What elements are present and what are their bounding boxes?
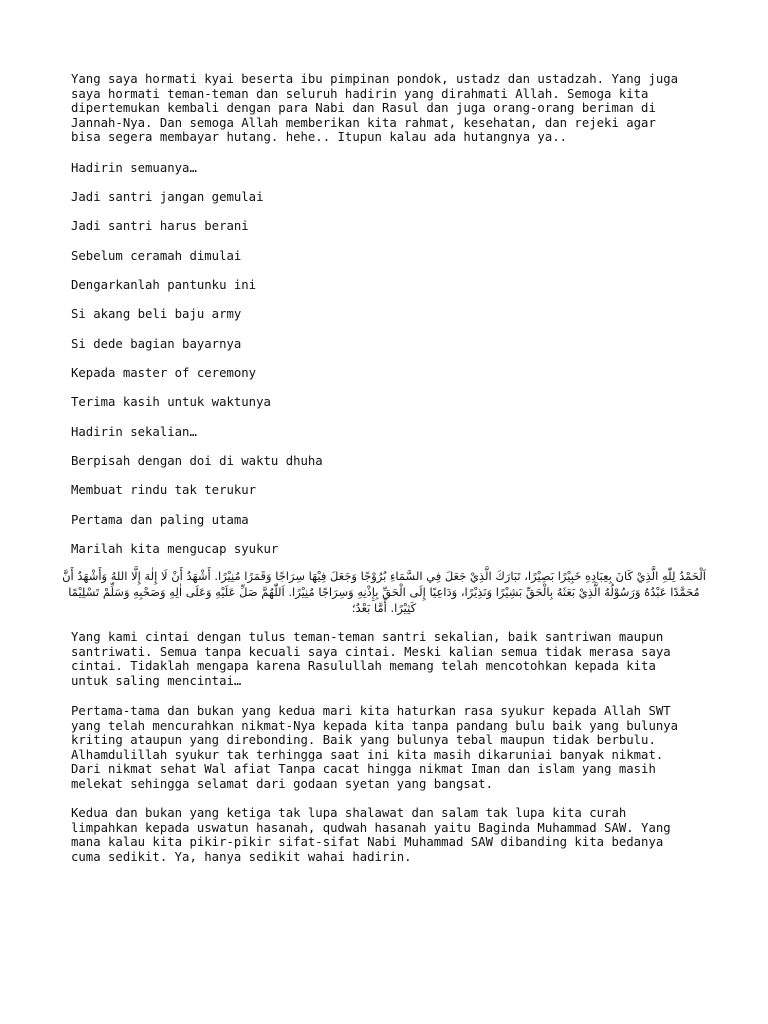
body-paragraph: Kedua dan bukan yang ketiga tak lupa shalawat dan salam tak lupa kita curah limpahkan kepada uswatun hasanah, qudwah hasanah yaitu Baginda Muhammad SAW. Yang mana kalau kita pikir-pikir sifat-sifat Nabi Muhammad SAW dibanding kita bedanya cuma sedikit. Ya, hanya sedikit wahai hadirin. xyxy=(71,806,671,864)
pantun-line: Jadi santri harus berani xyxy=(71,219,249,233)
intro-paragraph: Yang saya hormati kyai beserta ibu pimpinan pondok, ustadz dan ustadzah. Yang juga saya hormati teman-teman dan seluruh hadirin yang dirahmati Allah. Semoga kita dipertemukan kembali dengan para Nabi dan Rasul dan juga orang-orang beriman di Jannah-Nya. Dan semoga Allah memberikan kita rahmat, kesehatan, dan rejeki agar bisa segera membayar hutang. hehe.. Itupun kalau ada hutangnya ya.. xyxy=(71,72,679,145)
pantun-line: Marilah kita mengucap syukur xyxy=(71,542,279,556)
pantun-line: Si dede bagian bayarnya xyxy=(71,337,242,351)
pantun-line: Si akang beli baju army xyxy=(71,307,242,321)
pantun-line: Pertama dan paling utama xyxy=(71,513,249,527)
body-paragraph: Pertama-tama dan bukan yang kedua mari kita haturkan rasa syukur kepada Allah SWT yang telah mencurahkan nikmat-Nya kepada kita tanpa pandang bulu baik yang bulunya kriting ataupun yang direbonding. Baik yang bulunya tebal maupun tidak berbulu. Alhamdulillah syukur tak terhingga saat ini kita masih dikaruniai banyak nikmat. Dari nikmat sehat Wal afiat Tanpa cacat hingga nikmat Iman dan islam yang masih melekat sehingga selamat dari godaan syetan yang bangsat. xyxy=(71,704,679,791)
body-paragraph: Yang kami cintai dengan tulus teman-teman santri sekalian, baik santriwan maupun santriwati. Semua tanpa kecuali saya cintai. Meski kalian semua tidak merasa saya cintai. Tidaklah mengapa karena Rasulullah memang telah mencotohkan kepada kita untuk saling mencintai… xyxy=(71,630,671,688)
pantun-line: Membuat rindu tak terukur xyxy=(71,483,257,497)
pantun-line: Jadi santri jangan gemulai xyxy=(71,190,264,204)
pantun-line: Hadirin sekalian… xyxy=(71,425,197,439)
pantun-line: Kepada master of ceremony xyxy=(71,366,257,380)
arabic-opening-prayer: اَلْحَمْدُ لِلّٰهِ الَّذِيْ كَانَ بِعِبَادِهِ خَبِيْرًا بَصِيْرًا، تَبَارَكَ الَّذِيْ جَعَلَ فِي السَّمَاءِ بُرُوْجًا وَجَعَلَ فِيْهَا سِرَاجًا وَقَمَرًا مُنِيْرًا. أَشْهَدُ أَنْ لَا إِلٰهَ إِلَّا اللهُ وَأَشْهَدُ أَنَّ مُحَمَّدًا عَبْدُهُ وَرَسُوْلُهُ الَّذِيْ بَعَثَهُ بِالْحَقِّ بَشِيْرًا وَنَذِيْرًا، وَدَاعِيًا إِلَى الْحَقِّ بِإِذْنِهِ وَسِرَاجًا مُنِيْرًا. اَللّٰهُمَّ صَلِّ عَلَيْهِ وَعَلَى اٰلِهِ وَصَحْبِهِ وَسَلِّمْ تَسْلِيْمًا كَثِيْرًا. أَمَّا بَعْدُ؛ xyxy=(62,569,706,615)
pantun-line: Hadirin semuanya… xyxy=(71,161,197,175)
pantun-line: Dengarkanlah pantunku ini xyxy=(71,278,257,292)
pantun-line: Sebelum ceramah dimulai xyxy=(71,249,242,263)
pantun-line: Terima kasih untuk waktunya xyxy=(71,395,271,409)
pantun-line: Berpisah dengan doi di waktu dhuha xyxy=(71,454,323,468)
